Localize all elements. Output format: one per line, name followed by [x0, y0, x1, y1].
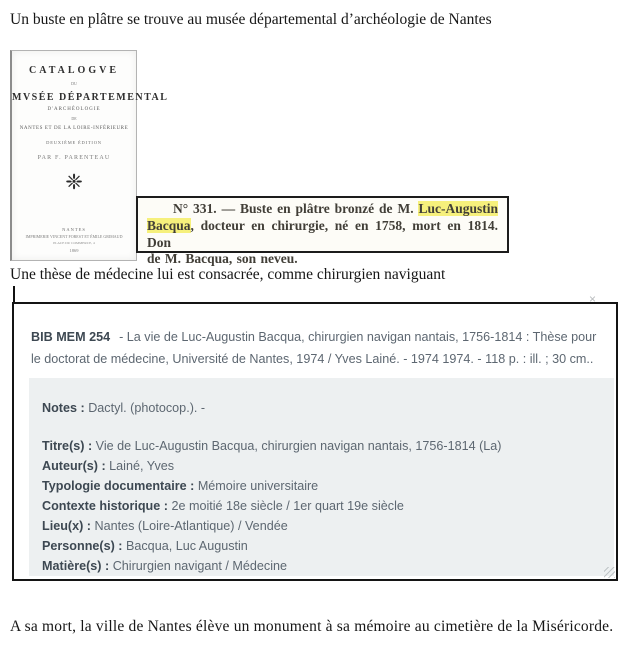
- excerpt-text: , docteur en chirurgie, né en 1758, mort en 1814. Don: [147, 217, 498, 250]
- record-field-lieu: [42, 516, 602, 536]
- book-cover-museum: MVSÉE DÉPARTEMENTAL: [12, 92, 169, 103]
- corner-artifact-icon: ×: [588, 292, 596, 306]
- book-cover-title: CATALOGVE: [29, 65, 119, 76]
- record-field-matiere: [42, 556, 602, 576]
- excerpt-text: de M. Bacqua, son neveu.: [147, 251, 298, 267]
- record-field-titre: [42, 436, 602, 456]
- resize-grip-icon: [604, 567, 615, 578]
- record-callnumber: BIB MEM 254: [31, 330, 111, 344]
- record-field-notes: [42, 398, 602, 418]
- book-cover-year: 1869: [69, 248, 79, 253]
- printer-ornament-icon: ❈: [65, 170, 83, 194]
- record-field-typologie: [42, 476, 602, 496]
- field-label: Personne(s) :: [42, 539, 123, 553]
- field-value: Mémoire universitaire: [197, 479, 319, 493]
- highlighted-name: Bacqua: [147, 217, 191, 233]
- field-value: Nantes (Loire-Atlantique) / Vendée: [94, 519, 288, 533]
- library-record-panel: [12, 292, 618, 581]
- intro-paragraph[interactable]: Un buste en plâtre se trouve au musée départemental d’archéologie de Nantes: [10, 11, 492, 28]
- record-field-personne: [42, 536, 602, 556]
- field-label: Notes :: [42, 401, 85, 415]
- field-value: Dactyl. (photocop.). -: [88, 401, 206, 415]
- book-cover-du: DU: [71, 81, 77, 86]
- book-cover-printer: IMPRIMERIE VINCENT FOREST ET ÉMILE GRIMAUD: [25, 234, 123, 239]
- book-cover-de: DE: [71, 116, 77, 121]
- book-cover-city: NANTES: [62, 227, 86, 232]
- book-cover-edition: DEUXIÈME ÉDITION: [46, 140, 102, 145]
- field-value: Lainé, Yves: [109, 459, 175, 473]
- field-label: Auteur(s) :: [42, 459, 106, 473]
- field-label: Titre(s) :: [42, 439, 93, 453]
- record-header: [31, 326, 603, 370]
- record-description: - La vie de Luc-Augustin Bacqua, chirurgien navigan nantais, 1756-1814 : Thèse pour le doctorat de médecine, Université de Nantes, 1974 / Yves Lainé. - 1974 1974. - 118 p. : ill. ; 30 cm..: [31, 330, 597, 366]
- highlighted-name: Luc-Augustin: [418, 201, 499, 216]
- field-value: Bacqua, Luc Augustin: [125, 539, 248, 553]
- book-cover-author: PAR F. PARENTEAU: [37, 155, 111, 161]
- record-field-contexte: [42, 496, 602, 516]
- book-cover-printer-address: PLACE DU COMMERCE, 4: [53, 241, 95, 245]
- book-cover-imprint: [12, 227, 136, 253]
- field-label: Lieu(x) :: [42, 519, 91, 533]
- field-gap: [42, 418, 602, 436]
- catalogue-entry-excerpt: [136, 196, 509, 267]
- field-value: 2e moitié 18e siècle / 1er quart 19e siècle: [171, 499, 404, 513]
- excerpt-text: N° 331. — Buste en plâtre bronzé de M.: [173, 201, 414, 216]
- excerpt-line: [147, 218, 498, 252]
- these-paragraph[interactable]: Une thèse de médecine lui est consacrée, comme chirurgien naviguant: [10, 266, 446, 283]
- record-field-auteur: [42, 456, 602, 476]
- field-label: Typologie documentaire :: [42, 479, 195, 493]
- record-details-panel: [29, 378, 614, 576]
- field-value: Chirurgien navigant / Médecine: [112, 559, 288, 573]
- outro-paragraph[interactable]: A sa mort, la ville de Nantes élève un monument à sa mémoire au cimetière de la Miséricorde.: [10, 618, 614, 635]
- field-label: Matière(s) :: [42, 559, 110, 573]
- field-value: Vie de Luc-Augustin Bacqua, chirurgien navigan nantais, 1756-1814 (La): [95, 439, 502, 453]
- field-label: Contexte historique :: [42, 499, 168, 513]
- excerpt-line: [147, 201, 498, 218]
- book-cover-archeologie: D'ARCHÉOLOGIE: [47, 107, 101, 112]
- book-cover-location: NANTES ET DE LA LOIRE-INFÉRIEURE: [19, 126, 129, 131]
